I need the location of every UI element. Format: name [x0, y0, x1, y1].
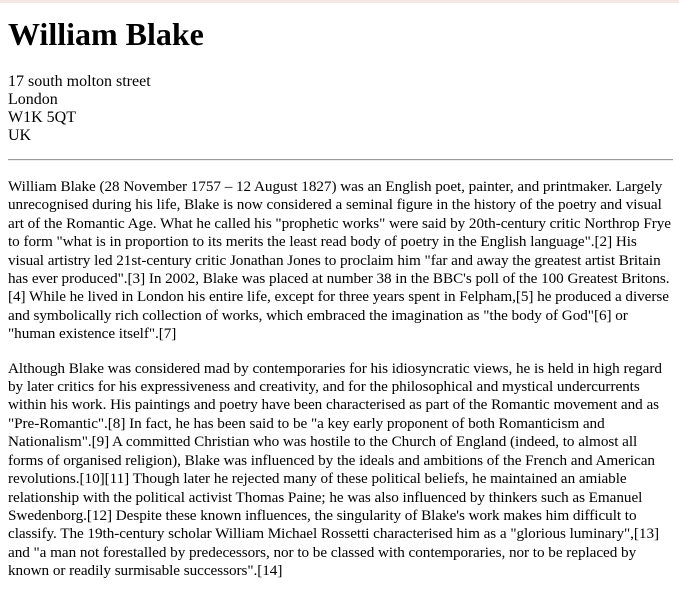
- address-line-street: 17 south molton street: [8, 73, 151, 90]
- page-title: William Blake: [8, 16, 204, 52]
- horizontal-divider: [8, 159, 673, 161]
- address-line-city: London: [8, 91, 58, 108]
- address-line-postcode: W1K 5QT: [8, 109, 76, 126]
- paragraph-intro: William Blake (28 November 1757 – 12 August 1827) was an English poet, painter, and printmaker. Largely unrecognised during his life, Blake is now considered a seminal figure in the history of the poetry and visual art of the Romantic Age. What he called his "prophetic works" were said by 20th-century critic Northrop Frye to form "what is in proportion to its merits the least read body of poetry in the English language".[2] His visual artistry led 21st-century critic Jonathan Jones to proclaim him "far and away the greatest artist Britain has ever produced".[3] In 2002, Blake was placed at number 38 in the BBC's poll of the 100 Greatest Britons.[4] While he lived in London his entire life, except for three years spent in Felpham,[5] he produced a diverse and symbolically rich collection of works, which embraced the imagination as "the body of God"[6] or "human existence itself".[7]: [8, 178, 671, 343]
- address-line-country: UK: [8, 127, 32, 144]
- address-block: [8, 73, 673, 145]
- paragraph-legacy: Although Blake was considered mad by contemporaries for his idiosyncratic views, he is held in high regard by later critics for his expressiveness and creativity, and for the philosophical and mystical undercurrents within his work. His paintings and poetry have been characterised as part of the Romantic movement and as "Pre-Romantic".[8] In fact, he has been said to be "a key early proponent of both Romanticism and Nationalism".[9] A committed Christian who was hostile to the Church of England (indeed, to almost all forms of organised religion), Blake was influenced by the ideals and ambitions of the French and American revolutions.[10][11] Though later he rejected many of these political beliefs, he maintained an amiable relationship with the political activist Thomas Paine; he was also influenced by thinkers such as Emanuel Swedenborg.[12] Despite these known influences, the singularity of Blake's work makes him difficult to classify. The 19th-century scholar William Michael Rossetti characterised him as a "glorious luminary",[13] and "a man not forestalled by predecessors, nor to be classed with contemporaries, nor to be replaced by known or readily surmisable successors".[14]: [8, 359, 662, 580]
- document-body: [8, 8, 673, 597]
- top-border: [0, 0, 679, 3]
